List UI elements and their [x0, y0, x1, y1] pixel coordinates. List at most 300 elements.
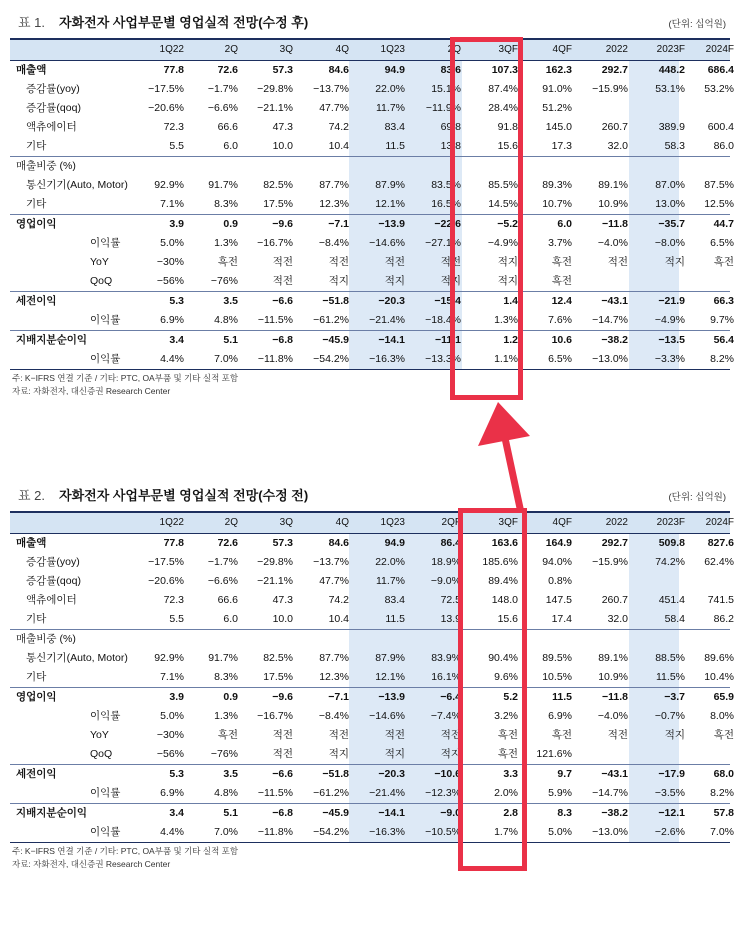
table-cell: −3.7	[664, 691, 685, 703]
table-cell: −30%	[156, 256, 184, 268]
table-cell: 9.7%	[710, 314, 734, 326]
table-cell: 흑전	[713, 729, 734, 741]
table-cell: 84.6	[328, 537, 349, 549]
table-cell: 3.7%	[548, 237, 572, 249]
table-cell: 451.4	[658, 594, 685, 606]
table-cell: 5.1	[223, 334, 238, 346]
column-header: 3QF	[498, 517, 518, 528]
table-cell: 89.5%	[542, 652, 572, 664]
table-cell: 292.7	[601, 537, 628, 549]
table-cell: 8.3	[557, 807, 572, 819]
table-cell: 77.8	[163, 64, 184, 76]
table-cell: −3.3%	[654, 353, 685, 365]
table-cell: 72.6	[217, 64, 238, 76]
table-cell: −14.6%	[369, 237, 405, 249]
table-cell: 57.8	[713, 807, 734, 819]
row-label: 매출액	[16, 537, 47, 549]
table-cell: 86.0	[713, 140, 734, 152]
table-cell: −13.7%	[313, 83, 349, 95]
table-cell: −4.9%	[487, 237, 518, 249]
table-cell: −13.3%	[425, 353, 461, 365]
table-cell: −76%	[210, 748, 238, 760]
table-cell: 3.3	[503, 768, 518, 780]
row-label: 영업이익	[16, 218, 57, 230]
table-cell: 적전	[607, 729, 628, 741]
table-cell: −6.6	[272, 768, 293, 780]
table-cell: 2.0%	[494, 787, 518, 799]
table-cell: 47.7%	[319, 575, 349, 587]
table-cell: −21.4%	[369, 314, 405, 326]
table-cell: 32.0	[607, 140, 628, 152]
table-cell: 12.3%	[319, 198, 349, 210]
table-cell: 77.8	[163, 537, 184, 549]
table-cell: 12.1%	[375, 671, 405, 683]
table-cell: 10.4	[328, 140, 349, 152]
table-cell: −38.2	[601, 807, 628, 819]
table-cell: 흑전	[713, 256, 734, 268]
row-label: 증감률(yoy)	[26, 83, 80, 95]
row-label: 통신기기(Auto, Motor)	[26, 652, 128, 664]
row-label: 이익률	[90, 710, 121, 722]
table-2-note: 주: K−IFRS 연결 기준 / 기타: PTC, OA부품 및 기타 실적 포함	[12, 846, 239, 856]
table-cell: 3.5	[223, 768, 238, 780]
column-header: 2Q	[224, 517, 238, 528]
row-label: QoQ	[90, 748, 113, 760]
table-cell: 87.9%	[375, 179, 405, 191]
table-cell: 741.5	[707, 594, 734, 606]
table-cell: −76%	[210, 275, 238, 287]
row-label: 세전이익	[16, 295, 57, 307]
table-cell: −5.2	[497, 218, 518, 230]
row-label: 이익률	[90, 787, 121, 799]
table-cell: 185.6%	[482, 556, 518, 568]
table-cell: −6.6%	[207, 102, 238, 114]
table-cell: 72.3	[163, 594, 184, 606]
table-cell: −11.1	[435, 334, 461, 346]
table-cell: 7.1%	[160, 198, 184, 210]
table-cell: 15.6	[497, 613, 518, 625]
table-cell: 7.0%	[710, 826, 734, 838]
table-cell: −61.2%	[313, 314, 349, 326]
table-cell: 83.4	[384, 121, 405, 133]
table-cell: 7.0%	[214, 353, 238, 365]
table-cell: 흑전	[551, 256, 572, 268]
table-cell: 7.1%	[160, 671, 184, 683]
column-header: 1Q23	[380, 517, 405, 528]
table-cell: 적지	[328, 748, 349, 760]
table-cell: 6.9%	[160, 787, 184, 799]
table-cell: 10.0	[272, 140, 293, 152]
table-cell: 3.9	[169, 218, 184, 230]
table-cell: −2.6%	[654, 826, 685, 838]
table-cell: −16.7%	[257, 710, 293, 722]
table-cell: 적지	[664, 256, 685, 268]
table-cell: 적전	[384, 256, 405, 268]
table-cell: 4.4%	[160, 826, 184, 838]
column-header: 4Q	[335, 517, 349, 528]
table-cell: −54.2%	[313, 826, 349, 838]
table-cell: 적전	[607, 256, 628, 268]
table-cell: 162.3	[545, 64, 572, 76]
table-cell: 89.3%	[542, 179, 572, 191]
table-cell: −8.0%	[654, 237, 685, 249]
table-cell: 5.1	[223, 807, 238, 819]
row-label: 영업이익	[16, 691, 57, 703]
column-header: 3Q	[279, 517, 293, 528]
table-cell: 28.4%	[488, 102, 518, 114]
table-cell: −6.6%	[207, 575, 238, 587]
table-cell: 흑전	[497, 748, 518, 760]
table-1-note: 주: K−IFRS 연결 기준 / 기타: PTC, OA부품 및 기타 실적 포함	[12, 373, 239, 383]
table-cell: 22.0%	[375, 556, 405, 568]
table-cell: 82.5%	[263, 179, 293, 191]
table-cell: 13.8	[440, 140, 461, 152]
table-cell: 4.4%	[160, 353, 184, 365]
table-cell: −14.1	[378, 807, 405, 819]
table-cell: −4.0%	[597, 710, 628, 722]
table-cell: 6.0	[557, 218, 572, 230]
table-cell: 68.0	[713, 768, 734, 780]
table-cell: −51.8	[322, 295, 349, 307]
table-cell: 87.7%	[319, 652, 349, 664]
row-label: YoY	[90, 256, 109, 268]
table-cell: 260.7	[601, 121, 628, 133]
table-cell: 5.9%	[548, 787, 572, 799]
table-cell: 흑전	[551, 729, 572, 741]
row-label: YoY	[90, 729, 109, 741]
table-cell: 89.1%	[598, 179, 628, 191]
table-cell: 적지	[664, 729, 685, 741]
table-cell: 94.9	[384, 64, 405, 76]
table-cell: −17.5%	[148, 556, 184, 568]
row-label: 매출비중 (%)	[16, 160, 76, 172]
table-cell: 6.5%	[710, 237, 734, 249]
table-cell: 66.6	[217, 121, 238, 133]
table-cell: 92.9%	[154, 652, 184, 664]
table-cell: 6.5%	[548, 353, 572, 365]
table-cell: 44.7	[713, 218, 734, 230]
table-cell: −43.1	[601, 295, 628, 307]
table-cell: 85.5%	[488, 179, 518, 191]
arrow-shaft	[505, 438, 520, 508]
column-header: 4Q	[335, 44, 349, 55]
table-cell: 87.5%	[704, 179, 734, 191]
table-cell: 12.5%	[704, 198, 734, 210]
table-cell: 적지	[440, 748, 461, 760]
table-1-source: 자료: 자화전자, 대신증권 Research Center	[12, 386, 171, 396]
table-cell: 69.8	[440, 121, 461, 133]
column-header: 2QF	[441, 517, 461, 528]
table-cell: −21.4%	[369, 787, 405, 799]
table-1-title-text: 자화전자 사업부문별 영업실적 전망(수정 후)	[59, 15, 309, 30]
table-cell: −13.9	[378, 218, 405, 230]
table-cell: −22.6	[434, 218, 461, 230]
table-cell: 10.9%	[598, 198, 628, 210]
table-cell: 147.5	[545, 594, 572, 606]
table-cell: 16.5%	[431, 198, 461, 210]
table-cell: 600.4	[707, 121, 734, 133]
row-label: 통신기기(Auto, Motor)	[26, 179, 128, 191]
table-cell: 47.7%	[319, 102, 349, 114]
table-cell: 74.2%	[655, 556, 685, 568]
table-cell: −11.9%	[425, 102, 461, 114]
table-cell: 164.9	[545, 537, 572, 549]
column-header: 1Q22	[159, 44, 184, 55]
arrow-head	[478, 402, 530, 446]
table-cell: 적전	[440, 729, 461, 741]
table-cell: 89.4%	[488, 575, 518, 587]
table-cell: 82.5%	[263, 652, 293, 664]
table-cell: −56%	[156, 748, 184, 760]
table-cell: −11.8%	[257, 353, 293, 365]
column-header: 1Q23	[380, 44, 405, 55]
table-cell: −11.8	[602, 691, 628, 703]
table-cell: 107.3	[491, 64, 518, 76]
column-header: 3QF	[498, 44, 518, 55]
column-header: 2022	[605, 44, 628, 55]
table-cell: −11.8%	[257, 826, 293, 838]
table-cell: 5.0%	[548, 826, 572, 838]
row-label: 기타	[26, 671, 47, 683]
table-cell: 11.7%	[376, 575, 405, 587]
column-header: 4QF	[552, 517, 572, 528]
table-cell: −20.6%	[148, 102, 184, 114]
table-cell: 17.5%	[263, 198, 293, 210]
table-cell: 66.3	[713, 295, 734, 307]
table-cell: 53.2%	[704, 83, 734, 95]
table-cell: 148.0	[491, 594, 518, 606]
row-label: 매출비중 (%)	[16, 633, 76, 645]
row-label: 세전이익	[16, 768, 57, 780]
table-cell: 적전	[384, 729, 405, 741]
table-cell: 94.0%	[542, 556, 572, 568]
table-1-unit: (단위: 십억원)	[668, 19, 726, 30]
table-cell: 17.5%	[263, 671, 293, 683]
table-cell: −27.1%	[425, 237, 461, 249]
table-cell: 10.0	[272, 613, 293, 625]
table-cell: −45.9	[322, 807, 349, 819]
table-cell: −16.7%	[257, 237, 293, 249]
table-cell: 5.3	[169, 295, 184, 307]
table-cell: −7.1	[328, 691, 349, 703]
table-cell: 89.6%	[704, 652, 734, 664]
table-cell: −54.2%	[313, 353, 349, 365]
table-cell: 8.2%	[710, 353, 734, 365]
table-cell: −10.6	[434, 768, 461, 780]
table-cell: 적전	[272, 729, 293, 741]
table-cell: 흑전	[497, 729, 518, 741]
table-cell: 90.4%	[488, 652, 518, 664]
row-label: 지배지분순이익	[16, 334, 88, 346]
table-cell: 88.5%	[655, 652, 685, 664]
table-cell: 10.6	[551, 334, 572, 346]
table-cell: 47.3	[272, 121, 293, 133]
table-cell: 47.3	[272, 594, 293, 606]
row-label: 이익률	[90, 826, 121, 838]
table-cell: 1.4	[503, 295, 518, 307]
table-cell: 8.3%	[214, 198, 238, 210]
table-cell: 적지	[384, 748, 405, 760]
row-label: 액츄에이터	[26, 121, 77, 133]
table-cell: −56%	[156, 275, 184, 287]
row-label: 지배지분순이익	[16, 807, 88, 819]
table-cell: 94.9	[384, 537, 405, 549]
table-cell: 389.9	[658, 121, 685, 133]
row-label: 기타	[26, 613, 47, 625]
table-cell: −9.6	[272, 218, 293, 230]
table-cell: 87.4%	[488, 83, 518, 95]
table-cell: −10.5%	[425, 826, 461, 838]
table-cell: −51.8	[322, 768, 349, 780]
table-cell: 4.8%	[214, 314, 238, 326]
table-cell: 6.0	[223, 613, 238, 625]
table-cell: 57.3	[272, 64, 293, 76]
table-cell: 448.2	[658, 64, 685, 76]
row-label: 이익률	[90, 353, 121, 365]
table-cell: 62.4%	[704, 556, 734, 568]
table-cell: 74.2	[328, 594, 349, 606]
column-header: 4QF	[552, 44, 572, 55]
table-cell: 292.7	[601, 64, 628, 76]
table-cell: 86.2	[713, 613, 734, 625]
table-cell: 적지	[440, 275, 461, 287]
table-cell: −13.5	[658, 334, 685, 346]
table-cell: −14.6%	[369, 710, 405, 722]
row-label: 증감률(qoq)	[26, 102, 81, 114]
table-cell: 11.5	[385, 613, 405, 625]
table-cell: −16.3%	[369, 353, 405, 365]
column-header: 2023F	[656, 44, 685, 55]
table-cell: 86.4	[440, 537, 461, 549]
table-cell: −16.3%	[369, 826, 405, 838]
row-label: 증감률(yoy)	[26, 556, 80, 568]
table-2-number: 표 2.	[18, 488, 46, 503]
table-cell: 91.8	[497, 121, 518, 133]
table-cell: 흑전	[551, 275, 572, 287]
table-cell: −8.4%	[318, 710, 349, 722]
table-cell: 11.7%	[376, 102, 405, 114]
table-cell: 10.4%	[704, 671, 734, 683]
table-cell: 1.2	[503, 334, 518, 346]
table-cell: 5.2	[503, 691, 518, 703]
table-cell: −30%	[156, 729, 184, 741]
table-cell: 57.3	[272, 537, 293, 549]
table-cell: −14.7%	[592, 314, 628, 326]
table-2-title-text: 자화전자 사업부문별 영업실적 전망(수정 전)	[59, 488, 309, 503]
table-cell: 83.9%	[431, 652, 461, 664]
table-cell: 5.5	[169, 140, 184, 152]
table-cell: 3.4	[169, 807, 184, 819]
table-cell: −15.4	[434, 295, 461, 307]
table-cell: 흑전	[217, 256, 238, 268]
table-cell: 6.9%	[160, 314, 184, 326]
table-cell: −21.1%	[257, 102, 293, 114]
table-cell: −1.7%	[207, 83, 238, 95]
table-cell: 7.0%	[214, 826, 238, 838]
table-cell: −14.1	[378, 334, 405, 346]
table-cell: −21.1%	[257, 575, 293, 587]
table-cell: −12.3%	[425, 787, 461, 799]
table-cell: 10.5%	[542, 671, 572, 683]
table-cell: 10.4	[328, 613, 349, 625]
table-cell: −13.9	[378, 691, 405, 703]
table-cell: 83.4	[384, 594, 405, 606]
table-cell: 0.8%	[548, 575, 572, 587]
table-cell: −7.1	[328, 218, 349, 230]
table-cell: 1.7%	[494, 826, 518, 838]
table-cell: 18.9%	[431, 556, 461, 568]
table-cell: −35.7	[658, 218, 685, 230]
table-cell: −3.5%	[654, 787, 685, 799]
table-cell: 72.6	[217, 537, 238, 549]
row-label: 증감률(qoq)	[26, 575, 81, 587]
table-cell: −6.6	[272, 295, 293, 307]
table-cell: 56.4	[713, 334, 734, 346]
row-label: 기타	[26, 198, 47, 210]
table-cell: 51.2%	[542, 102, 572, 114]
table-cell: 145.0	[545, 121, 572, 133]
table-cell: 87.9%	[375, 652, 405, 664]
table-cell: 1.3%	[494, 314, 518, 326]
column-header: 2024F	[705, 44, 734, 55]
table-cell: −0.7%	[654, 710, 685, 722]
table-cell: 91.0%	[542, 83, 572, 95]
table-cell: 3.4	[169, 334, 184, 346]
table-cell: −12.1	[658, 807, 685, 819]
table-cell: 10.7%	[542, 198, 572, 210]
table-cell: 5.0%	[160, 237, 184, 249]
table-cell: −7.4%	[430, 710, 461, 722]
table-cell: 적지	[497, 256, 518, 268]
table-cell: 8.2%	[710, 787, 734, 799]
table-cell: 32.0	[607, 613, 628, 625]
table-cell: 5.5	[169, 613, 184, 625]
table-cell: −20.3	[378, 295, 405, 307]
table-cell: 58.3	[664, 140, 685, 152]
table-cell: 12.4	[551, 295, 572, 307]
table-cell: 적전	[328, 256, 349, 268]
row-label: QoQ	[90, 275, 113, 287]
table-cell: 적지	[384, 275, 405, 287]
table-cell: 9.7	[557, 768, 572, 780]
table-cell: −15.9%	[592, 556, 628, 568]
table-cell: −1.7%	[207, 556, 238, 568]
table-cell: 5.3	[169, 768, 184, 780]
table-cell: −9.0	[440, 807, 461, 819]
table-cell: 66.6	[217, 594, 238, 606]
table-cell: 8.3%	[214, 671, 238, 683]
column-header: 3Q	[279, 44, 293, 55]
table-cell: 65.9	[713, 691, 734, 703]
table-cell: 적지	[328, 275, 349, 287]
table-cell: 260.7	[601, 594, 628, 606]
table-cell: 72.5	[440, 594, 461, 606]
table-cell: 22.0%	[375, 83, 405, 95]
table-cell: 15.1%	[431, 83, 461, 95]
table-cell: 3.9	[169, 691, 184, 703]
column-header: 2023F	[656, 517, 685, 528]
table-cell: −45.9	[322, 334, 349, 346]
table-cell: 1.3%	[214, 710, 238, 722]
table-cell: 13.0%	[655, 198, 685, 210]
row-label: 이익률	[90, 237, 121, 249]
table-cell: 84.6	[328, 64, 349, 76]
table-cell: 16.1%	[431, 671, 461, 683]
table-cell: −20.6%	[148, 575, 184, 587]
table-cell: 11.5	[385, 140, 405, 152]
table-cell: 6.0	[223, 140, 238, 152]
table-cell: 1.1%	[494, 353, 518, 365]
